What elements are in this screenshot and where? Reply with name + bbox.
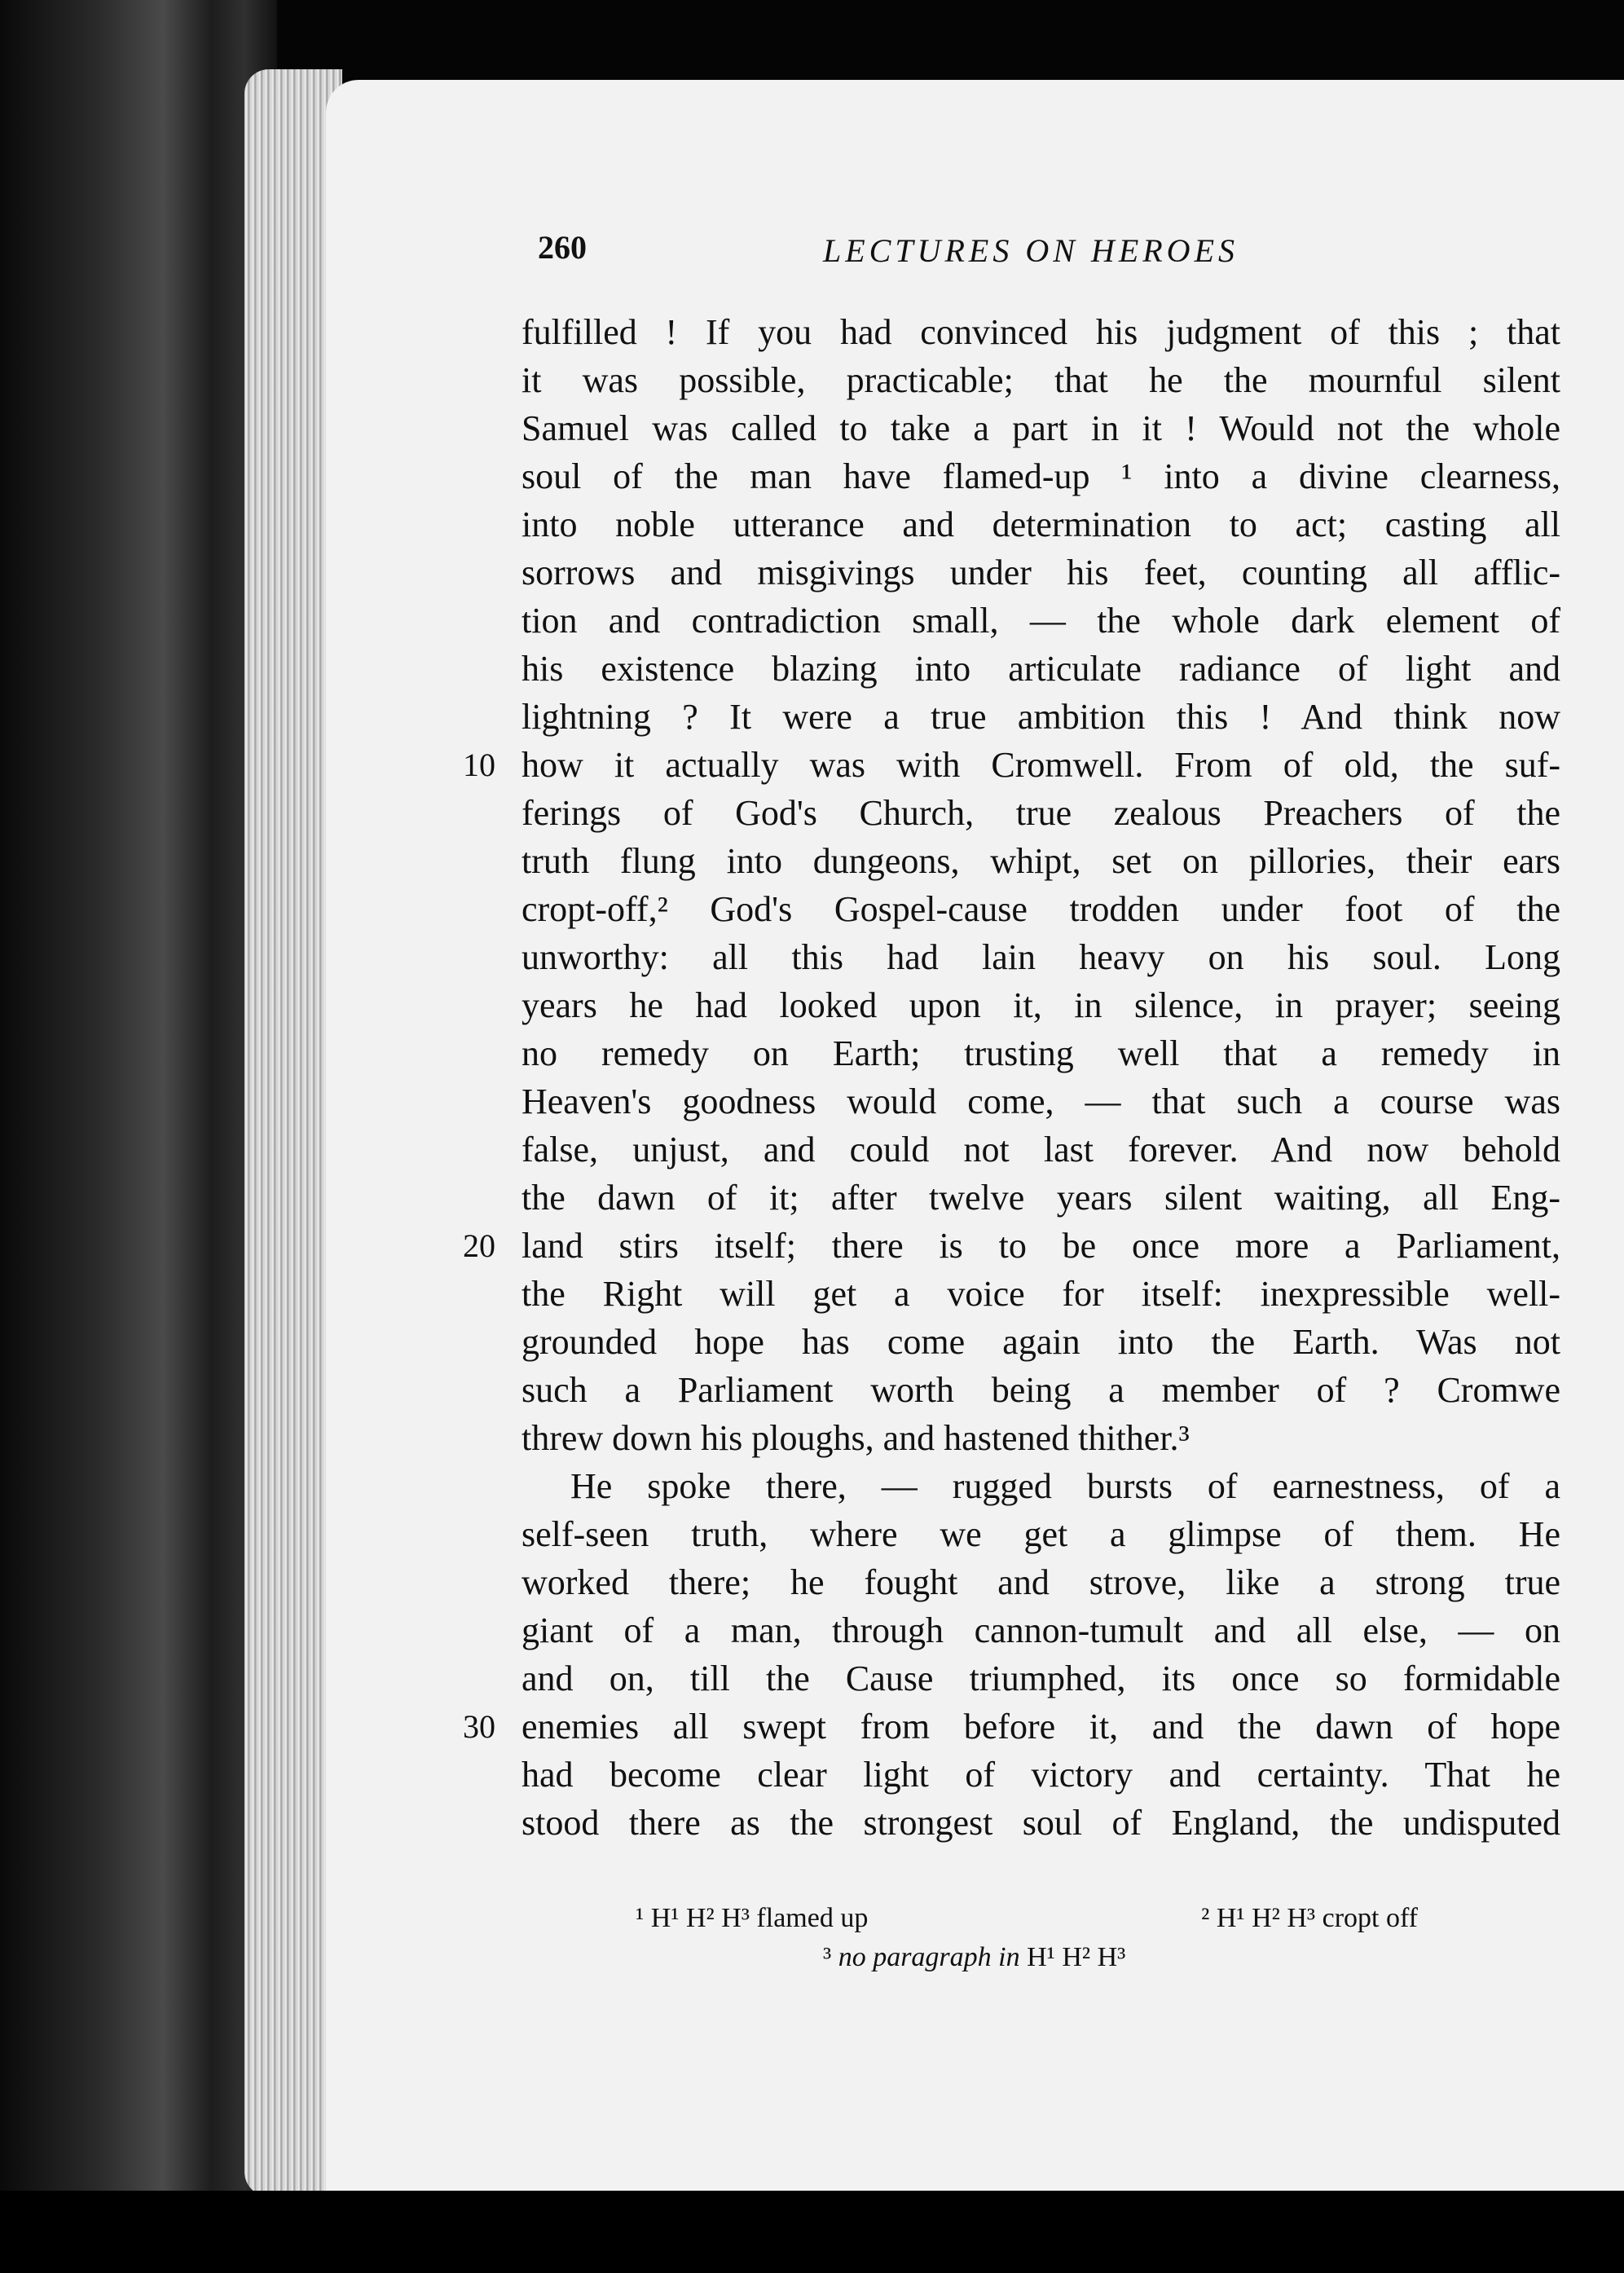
text-line: He spoke there, — rugged bursts of earnestness, of a bbox=[570, 1466, 1560, 1506]
footnote-3-rest: H¹ H² H³ bbox=[1027, 1942, 1126, 1972]
text-line: ferings of God's Church, true zealous Preachers of the bbox=[522, 793, 1560, 833]
text-line: enemies all swept from before it, and the dawn of hope bbox=[522, 1707, 1560, 1747]
footnote-2: ² H¹ H² H³ cropt off bbox=[1201, 1903, 1418, 1933]
footnote-row bbox=[636, 1899, 1418, 1938]
text-line: unworthy: all this had lain heavy on his soul. Long bbox=[522, 937, 1560, 977]
text-line-numbered bbox=[463, 741, 1560, 789]
running-head bbox=[538, 228, 1597, 277]
text-line: cropt-off,² God's Gospel-cause trodden under foot of the bbox=[522, 889, 1560, 929]
page-number: 260 bbox=[538, 229, 587, 266]
text-line: fulfilled ! If you had convinced his judgment of this ; that bbox=[522, 312, 1560, 352]
text-line: the Right will get a voice for itself: inexpressible well- bbox=[522, 1274, 1560, 1314]
text-line: and on, till the Cause triumphed, its once so formidable bbox=[522, 1658, 1560, 1698]
text-line: years he had looked upon it, in silence, in prayer; seeing bbox=[522, 985, 1560, 1025]
text-line-numbered bbox=[463, 1222, 1560, 1270]
text-line: land stirs itself; there is to be once more a Parliament, bbox=[522, 1226, 1560, 1266]
page-title: LECTURES ON HEROES bbox=[823, 232, 1239, 269]
text-line: false, unjust, and could not last forever. And now behold bbox=[522, 1130, 1560, 1170]
text-line: Heaven's goodness would come, — that such a course was bbox=[522, 1081, 1560, 1121]
text-line: it was possible, practicable; that he the mournful silent bbox=[522, 360, 1560, 400]
text-line: grounded hope has come again into the Earth. Was not bbox=[522, 1322, 1560, 1362]
text-line: lightning ? It were a true ambition this ! And think now bbox=[522, 697, 1560, 737]
line-number: 20 bbox=[463, 1227, 495, 1264]
text-line: truth flung into dungeons, whipt, set on pillories, their ears bbox=[522, 841, 1560, 881]
line-number: 30 bbox=[463, 1708, 495, 1745]
text-line: the dawn of it; after twelve years silent waiting, all Eng- bbox=[522, 1178, 1560, 1218]
text-line: had become clear light of victory and certainty. That he bbox=[522, 1755, 1560, 1795]
footnote-3 bbox=[636, 1938, 1418, 1977]
text-line: sorrows and misgivings under his feet, counting all afflic- bbox=[522, 553, 1560, 592]
text-line: worked there; he fought and strove, like a strong true bbox=[522, 1562, 1560, 1602]
text-line: such a Parliament worth being a member of ? Cromwe bbox=[522, 1370, 1560, 1410]
footnote-3-italic: no paragraph in bbox=[838, 1942, 1020, 1972]
text-line: stood there as the strongest soul of England, the undisputed bbox=[522, 1803, 1560, 1843]
bottom-shadow bbox=[0, 2191, 1624, 2273]
body-text bbox=[463, 308, 1560, 1847]
text-line: how it actually was with Cromwell. From of old, the suf- bbox=[522, 745, 1560, 785]
book-spine bbox=[0, 0, 277, 2273]
text-line: giant of a man, through cannon-tumult and all else, — on bbox=[522, 1610, 1560, 1650]
text-line: no remedy on Earth; trusting well that a remedy in bbox=[522, 1033, 1560, 1073]
text-line: into noble utterance and determination to act; casting all bbox=[522, 504, 1560, 544]
footnote-1: ¹ H¹ H² H³ flamed up bbox=[636, 1903, 869, 1933]
text-line: threw down his ploughs, and hastened thither.³ bbox=[522, 1418, 1190, 1458]
text-line: tion and contradiction small, — the whole dark element of bbox=[522, 601, 1560, 641]
text-line-numbered bbox=[463, 1703, 1560, 1751]
text-line: self-seen truth, where we get a glimpse of them. He bbox=[522, 1514, 1560, 1554]
text-line: soul of the man have flamed-up ¹ into a divine clearness, bbox=[522, 456, 1560, 496]
text-line: Samuel was called to take a part in it ! Would not the whole bbox=[522, 408, 1560, 448]
text-line: his existence blazing into articulate radiance of light and bbox=[522, 649, 1560, 689]
line-number: 10 bbox=[463, 747, 495, 783]
footnote-3-marker: ³ bbox=[823, 1942, 832, 1972]
footnotes bbox=[636, 1899, 1418, 1977]
